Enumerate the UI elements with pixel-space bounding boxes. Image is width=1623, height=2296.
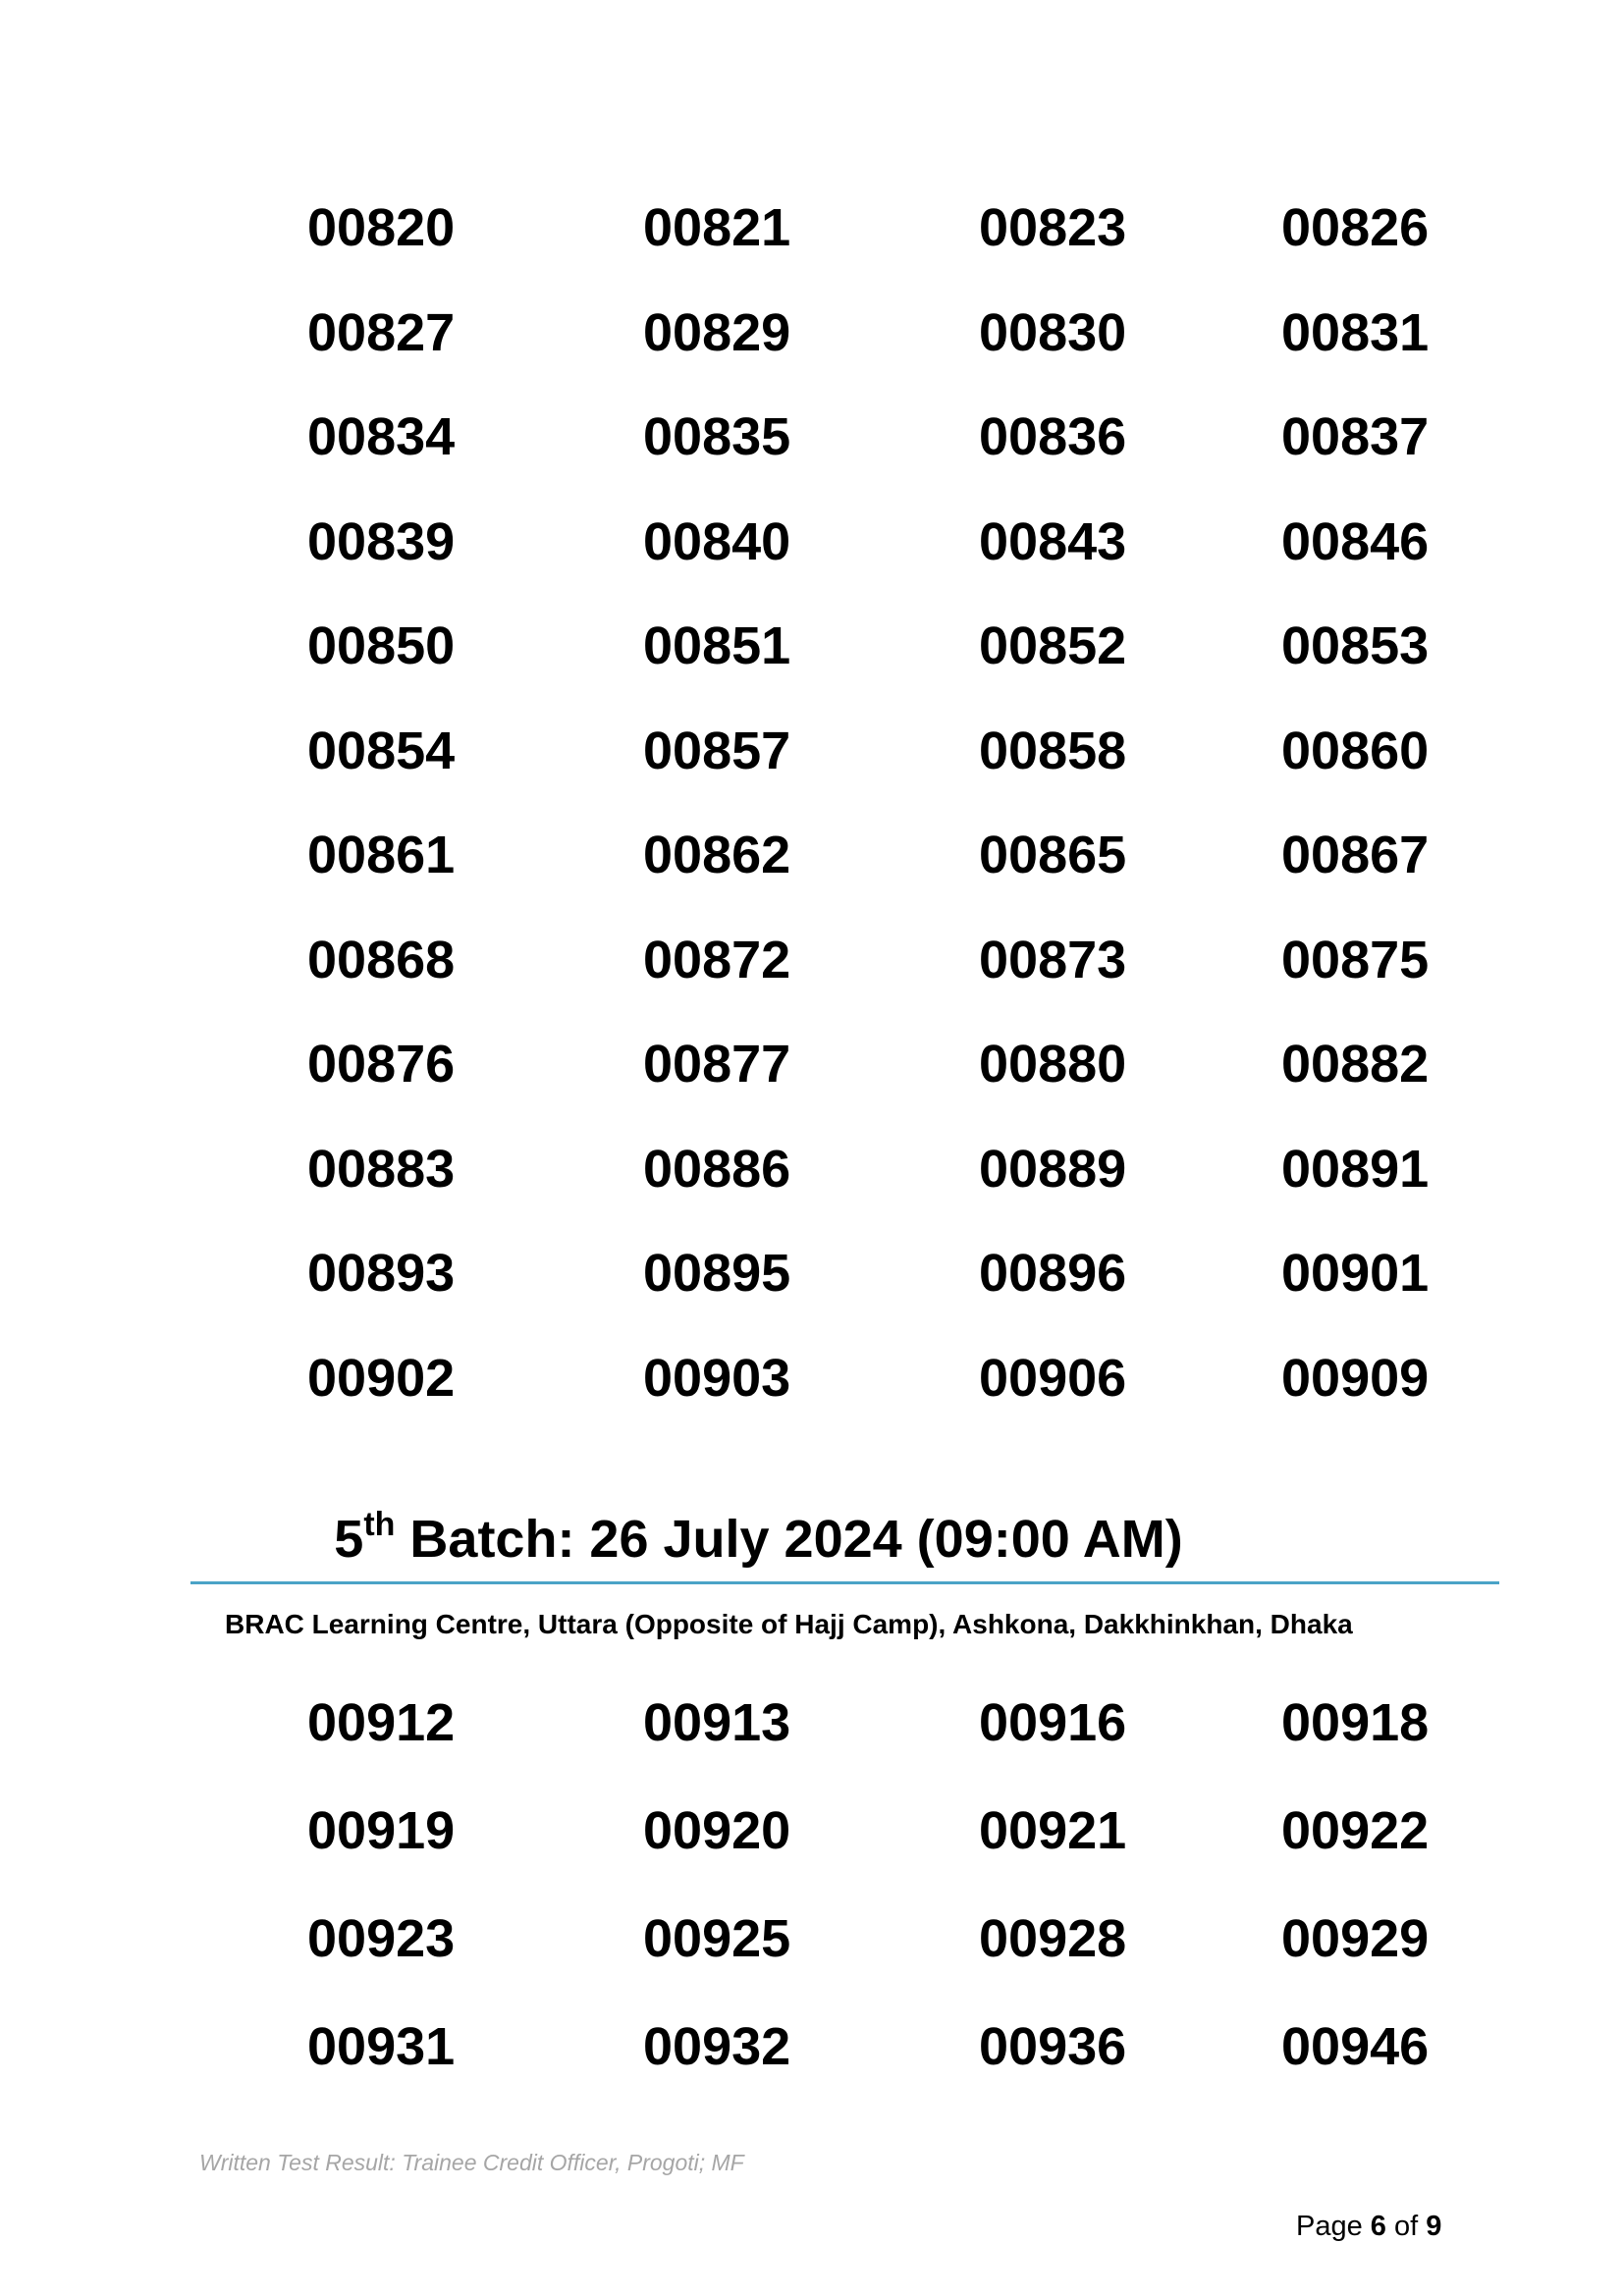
roll-number: 00918 [1281,1693,1430,1752]
result-row [0,1349,1623,1454]
footer-note: Written Test Result: Trainee Credit Officer, Progoti; MF [199,2150,744,2175]
page-of: of [1385,2211,1427,2242]
roll-number: 00861 [307,826,456,884]
roll-number: 00875 [1281,930,1430,989]
roll-number: 00909 [1281,1348,1430,1408]
roll-number: 00922 [1281,1801,1430,1860]
roll-number-grid-bottom [0,1693,1623,2125]
roll-number: 00868 [307,930,456,989]
roll-number: 00834 [307,407,456,466]
roll-number: 00877 [643,1035,791,1094]
roll-number: 00932 [643,2017,791,2076]
roll-number: 00916 [979,1693,1127,1752]
roll-number: 00876 [307,1035,456,1094]
roll-number: 00852 [979,616,1127,675]
section-divider [190,1581,1499,1584]
roll-number: 00820 [307,198,456,257]
roll-number: 00912 [307,1693,456,1752]
page-number [1296,2210,1441,2243]
roll-number: 00835 [643,407,791,466]
roll-number: 00862 [643,826,791,884]
roll-number: 00872 [643,930,791,989]
roll-number: 00883 [307,1139,456,1199]
roll-number: 00901 [1281,1244,1430,1303]
roll-number: 00920 [643,1801,791,1860]
roll-number: 00858 [979,721,1127,780]
result-row [0,826,1623,931]
roll-number: 00857 [643,721,791,780]
roll-number: 00893 [307,1244,456,1303]
roll-number: 00846 [1281,511,1430,571]
roll-number: 00851 [643,616,791,675]
result-row [0,616,1623,721]
page-current: 6 [1370,2211,1386,2242]
roll-number: 00902 [307,1348,456,1408]
page-prefix: Page [1296,2211,1371,2242]
batch-number: 5 [334,1510,364,1569]
roll-number: 00826 [1281,198,1430,257]
result-row [0,512,1623,617]
roll-number: 00829 [643,302,791,362]
roll-number: 00906 [979,1348,1127,1408]
roll-number: 00931 [307,2017,456,2076]
roll-number: 00823 [979,198,1127,257]
roll-number: 00830 [979,302,1127,362]
roll-number: 00889 [979,1139,1127,1199]
roll-number: 00925 [643,1909,791,1968]
result-row [0,931,1623,1036]
roll-number: 00840 [643,511,791,571]
roll-number: 00821 [643,198,791,257]
roll-number: 00854 [307,721,456,780]
roll-number: 00891 [1281,1139,1430,1199]
roll-number: 00865 [979,826,1127,884]
roll-number: 00831 [1281,302,1430,362]
result-row [0,1693,1623,1801]
result-row [0,721,1623,827]
result-row [0,303,1623,408]
roll-number: 00827 [307,302,456,362]
roll-number: 00919 [307,1801,456,1860]
roll-number: 00928 [979,1909,1127,1968]
result-row [0,407,1623,512]
page-total: 9 [1426,2211,1442,2242]
roll-number: 00903 [643,1348,791,1408]
roll-number: 00836 [979,407,1127,466]
roll-number: 00936 [979,2017,1127,2076]
roll-number: 00895 [643,1244,791,1303]
batch-heading [0,1508,1623,1571]
roll-number: 00843 [979,511,1127,571]
roll-number: 00837 [1281,407,1430,466]
roll-number: 00913 [643,1693,791,1752]
roll-number: 00860 [1281,721,1430,780]
roll-number: 00867 [1281,826,1430,884]
roll-number: 00850 [307,616,456,675]
batch-title-text: Batch: 26 July 2024 (09:00 AM) [395,1510,1183,1569]
roll-number: 00946 [1281,2017,1430,2076]
result-row [0,1801,1623,1909]
batch-ordinal-suffix: th [363,1506,396,1543]
roll-number: 00839 [307,511,456,571]
roll-number-grid-top [0,198,1623,1453]
result-row [0,1140,1623,1245]
roll-number: 00853 [1281,616,1430,675]
result-row [0,1035,1623,1140]
roll-number: 00896 [979,1244,1127,1303]
roll-number: 00929 [1281,1909,1430,1968]
roll-number: 00923 [307,1909,456,1968]
result-row [0,2017,1623,2125]
result-row [0,1244,1623,1349]
result-row [0,1909,1623,2017]
roll-number: 00873 [979,930,1127,989]
result-row [0,198,1623,303]
roll-number: 00882 [1281,1035,1430,1094]
roll-number: 00880 [979,1035,1127,1094]
batch-venue: BRAC Learning Centre, Uttara (Opposite of Hajj Camp), Ashkona, Dakkhinkhan, Dhaka [225,1609,1353,1639]
roll-number: 00921 [979,1801,1127,1860]
roll-number: 00886 [643,1139,791,1199]
